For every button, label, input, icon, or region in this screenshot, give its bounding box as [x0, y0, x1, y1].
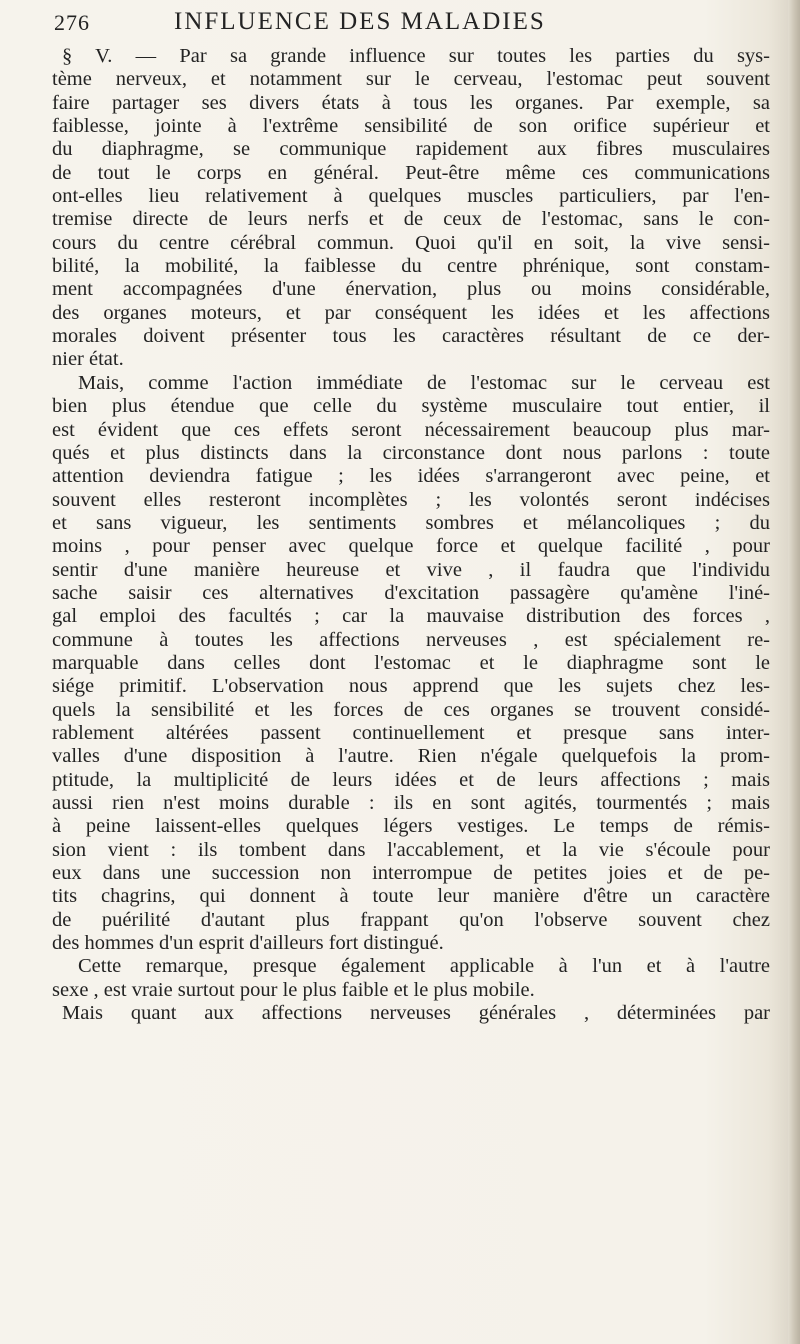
page-header: [54, 6, 754, 42]
text-line: bilité, la mobilité, la faiblesse du centre phrénique, sont constam-: [52, 255, 770, 278]
text-line: tremise directe de leurs nerfs et de ceux de l'estomac, sans le con-: [52, 208, 770, 231]
text-line: gal emploi des facultés ; car la mauvaise distribution des forces ,: [52, 605, 770, 628]
text-line: quels la sensibilité et les forces de ces organes se trouvent considé-: [52, 698, 770, 721]
text-line: morales doivent présenter tous les caractères résultant de ce der-: [52, 325, 770, 348]
text-line: aussi rien n'est moins durable : ils en sont agités, tourmentés ; mais: [52, 792, 770, 814]
text-line: qués et plus distincts dans la circonstance dont nous parlons : toute: [52, 441, 770, 464]
text-line: du diaphragme, se communique rapidement aux fibres musculaires: [52, 138, 770, 161]
text-line: cours du centre cérébral commun. Quoi qu'il en soit, la vive sensi-: [52, 231, 770, 254]
text-line: attention deviendra fatigue ; les idées s'arrangeront avec peine, et: [52, 465, 770, 488]
text-line: est évident que ces effets seront nécessairement beaucoup plus mar-: [52, 418, 770, 441]
text-line: ptitude, la multiplicité de leurs idées et de leurs affections ; mais: [52, 768, 770, 791]
text-line: sentir d'une manière heureuse et vive , il faudra que l'individu: [52, 558, 770, 581]
text-line: faiblesse, jointe à l'extrême sensibilité de son orifice supérieur et: [52, 115, 770, 138]
text-line: § V. — Par sa grande influence sur toutes les parties du sys-: [62, 45, 770, 67]
text-line: moins , pour penser avec quelque force et quelque facilité , pour: [52, 535, 770, 558]
text-line: tème nerveux, et notamment sur le cerveau, l'estomac peut souvent: [52, 68, 770, 91]
page-number: 276: [54, 10, 90, 35]
running-head: INFLUENCE DES MALADIES: [174, 8, 546, 35]
text-line: siége primitif. L'observation nous apprend que les sujets chez les-: [52, 675, 770, 698]
text-line: eux dans une succession non interrompue de petites joies et de pe-: [52, 862, 770, 885]
body-text: [52, 45, 770, 1025]
text-line: de puérilité d'autant plus frappant qu'on l'observe souvent chez: [52, 908, 770, 931]
text-line: Mais, comme l'action immédiate de l'estomac sur le cerveau est: [78, 371, 770, 394]
text-line: et sans vigueur, les sentiments sombres et mélancoliques ; du: [52, 511, 770, 534]
text-line: à peine laissent-elles quelques légers vestiges. Le temps de rémis-: [52, 815, 770, 838]
text-line: sexe , est vraie surtout pour le plus faible et le plus mobile.: [52, 978, 535, 1001]
text-line: des hommes d'un esprit d'ailleurs fort distingué.: [52, 932, 444, 955]
text-line: valles d'une disposition à l'autre. Rien n'égale quelquefois la prom-: [52, 745, 770, 768]
text-line: bien plus étendue que celle du système musculaire tout entier, il: [52, 395, 770, 418]
text-line: Cette remarque, presque également applicable à l'un et à l'autre: [78, 955, 770, 978]
page-edge: [788, 0, 800, 1344]
text-line: commune à toutes les affections nerveuses , est spécialement re-: [52, 628, 770, 651]
text-line: tits chagrins, qui donnent à toute leur manière d'être un caractère: [52, 885, 770, 908]
text-line: sache saisir ces alternatives d'excitation passagère qu'amène l'iné-: [52, 581, 770, 604]
text-line: sion vient : ils tombent dans l'accablement, et la vie s'écoule pour: [52, 838, 770, 861]
text-line: nier état.: [52, 348, 124, 371]
text-line: faire partager ses divers états à tous les organes. Par exemple, sa: [52, 91, 770, 114]
text-line: ont-elles lieu relativement à quelques muscles particuliers, par l'en-: [52, 185, 770, 208]
text-line: souvent elles resteront incomplètes ; les volontés seront indécises: [52, 488, 770, 511]
text-line: Mais quant aux affections nerveuses générales , déterminées par: [62, 1002, 770, 1025]
text-line: ment accompagnées d'une énervation, plus ou moins considérable,: [52, 278, 770, 301]
text-line: des organes moteurs, et par conséquent les idées et les affections: [52, 301, 770, 324]
text-line: marquable dans celles dont l'estomac et le diaphragme sont le: [52, 651, 770, 674]
text-line: de tout le corps en général. Peut-être même ces communications: [52, 161, 770, 184]
text-line: rablement altérées passent continuellement et presque sans inter-: [52, 721, 770, 744]
